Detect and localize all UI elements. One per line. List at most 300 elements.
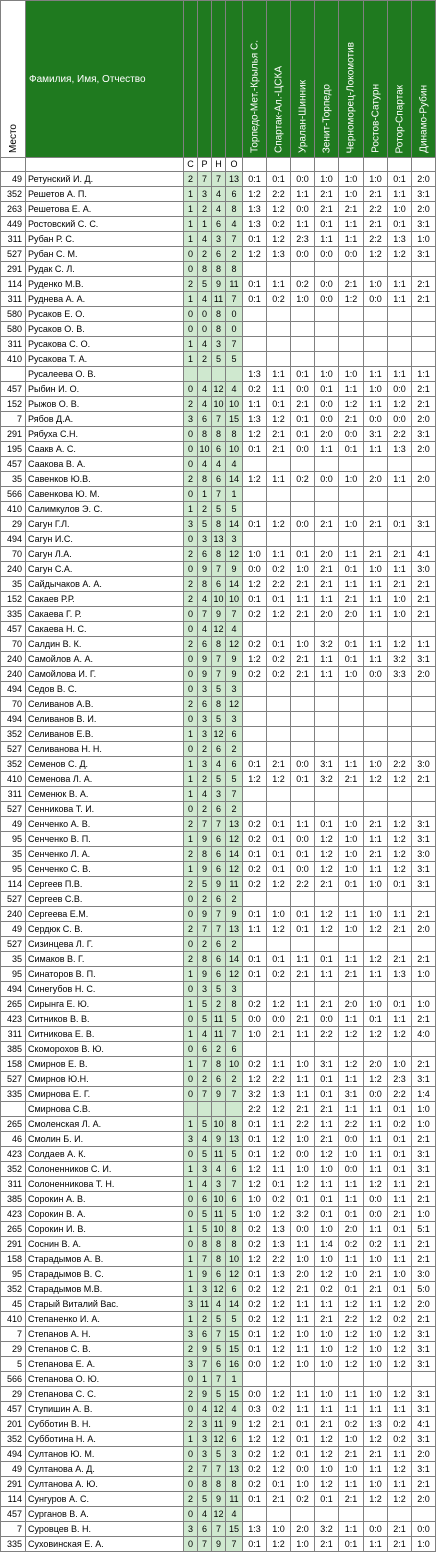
stat-cell: 8 (226, 262, 243, 277)
prediction-cell (412, 457, 436, 472)
prediction-cell (243, 307, 267, 322)
prediction-cell: 2:1 (364, 817, 388, 832)
stat-cell: 11 (212, 1207, 226, 1222)
name-cell: Сакаева Н. С. (26, 622, 184, 637)
prediction-cell: 2:1 (315, 1312, 339, 1327)
prediction-cell (364, 892, 388, 907)
stat-cell: 2 (226, 802, 243, 817)
prediction-cell: 1:2 (267, 1537, 291, 1552)
stat-cell: 12 (226, 697, 243, 712)
prediction-cell (243, 502, 267, 517)
prediction-cell (315, 1507, 339, 1522)
place-cell (1, 367, 26, 382)
stat-cell: 14 (226, 517, 243, 532)
prediction-cell: 1:1 (291, 1237, 315, 1252)
stat-cell: 8 (198, 577, 212, 592)
prediction-cell: 1:2 (388, 637, 412, 652)
prediction-cell: 1:4 (412, 1087, 436, 1102)
place-cell: 265 (1, 997, 26, 1012)
prediction-cell: 3:0 (412, 757, 436, 772)
table-row (1, 1027, 436, 1042)
prediction-cell (291, 502, 315, 517)
match-header: Динамо-Рубин (412, 1, 436, 158)
name-cell: Степанов А. Н. (26, 1327, 184, 1342)
stat-cell: 12 (212, 1282, 226, 1297)
stat-cell: 4 (198, 1177, 212, 1192)
prediction-cell: 1:2 (388, 847, 412, 862)
prediction-cell: 1:2 (388, 772, 412, 787)
stat-cell: 8 (226, 202, 243, 217)
prediction-cell: 2:1 (412, 397, 436, 412)
prediction-cell: 1:1 (339, 1192, 364, 1207)
prediction-cell: 0:0 (339, 1132, 364, 1147)
stat-cell: 6 (198, 547, 212, 562)
prediction-cell: 1:0 (291, 637, 315, 652)
name-cell: Степанов С. В. (26, 1342, 184, 1357)
place-cell: 494 (1, 712, 26, 727)
prediction-cell (364, 712, 388, 727)
stat-cell: 9 (212, 1087, 226, 1102)
prediction-cell (243, 727, 267, 742)
prediction-cell: 0:2 (243, 1477, 267, 1492)
stat-cell: 5 (226, 502, 243, 517)
prediction-cell (267, 697, 291, 712)
prediction-cell: 0:1 (267, 847, 291, 862)
prediction-cell: 1:1 (267, 382, 291, 397)
prediction-cell: 1:0 (364, 1252, 388, 1267)
prediction-cell: 0:2 (243, 862, 267, 877)
prediction-cell: 0:0 (388, 382, 412, 397)
prediction-cell (388, 352, 412, 367)
stat-cell: 10 (226, 592, 243, 607)
prediction-cell (315, 322, 339, 337)
prediction-cell (339, 322, 364, 337)
stat-cell: 5 (212, 1342, 226, 1357)
prediction-cell: 2:1 (388, 922, 412, 937)
stat-cell: 10 (212, 1222, 226, 1237)
stat-cell: 9 (198, 652, 212, 667)
prediction-cell: 1:0 (315, 1342, 339, 1357)
prediction-cell (388, 622, 412, 637)
prediction-cell: 0:1 (291, 907, 315, 922)
prediction-cell (315, 337, 339, 352)
prediction-cell: 2:1 (315, 187, 339, 202)
stat-header-space (212, 1, 226, 158)
name-cell: Сенникова Т. И. (26, 802, 184, 817)
stat-cell: 2 (198, 247, 212, 262)
prediction-cell: 0:0 (364, 412, 388, 427)
stat-label: С (184, 158, 198, 172)
prediction-cell: 4:1 (412, 1417, 436, 1432)
prediction-cell: 1:1 (339, 1402, 364, 1417)
prediction-cell (291, 892, 315, 907)
prediction-cell (412, 262, 436, 277)
stat-label: Н (212, 158, 226, 172)
stat-cell: 5 (212, 1447, 226, 1462)
place-cell: 449 (1, 217, 26, 232)
prediction-cell: 0:1 (339, 637, 364, 652)
table-row (1, 1222, 436, 1237)
stat-cell: 8 (212, 697, 226, 712)
stat-cell: 0 (184, 247, 198, 262)
stat-cell: 9 (212, 607, 226, 622)
prediction-cell: 0:1 (339, 1282, 364, 1297)
stat-cell: 3 (184, 1522, 198, 1537)
stat-cell: 4 (198, 592, 212, 607)
stat-cell: 6 (212, 847, 226, 862)
stat-cell: 0 (184, 442, 198, 457)
table-row (1, 1117, 436, 1132)
stat-cell: 2 (198, 502, 212, 517)
stat-cell: 12 (226, 547, 243, 562)
stat-cell: 1 (184, 787, 198, 802)
prediction-cell: 1:1 (364, 1162, 388, 1177)
prediction-cell: 0:1 (243, 967, 267, 982)
name-cell: Смирнов Ю.Н. (26, 1072, 184, 1087)
prediction-cell: 1:0 (243, 1192, 267, 1207)
prediction-cell: 1:2 (339, 1027, 364, 1042)
table-row (1, 967, 436, 982)
name-cell: Синегубов Н. С. (26, 982, 184, 997)
table-row (1, 667, 436, 682)
prediction-cell: 1:1 (315, 667, 339, 682)
match-header: Торпедо-Мет.-Крылья С. (243, 1, 267, 158)
stat-cell: 0 (184, 532, 198, 547)
prediction-cell: 0:0 (291, 442, 315, 457)
place-cell: 527 (1, 1072, 26, 1087)
prediction-cell (291, 1372, 315, 1387)
prediction-cell (243, 742, 267, 757)
prediction-cell: 0:1 (388, 997, 412, 1012)
prediction-cell: 0:2 (388, 1312, 412, 1327)
table-row (1, 577, 436, 592)
table-row (1, 517, 436, 532)
prediction-cell: 0:0 (291, 757, 315, 772)
table-row (1, 172, 436, 187)
place-cell: 335 (1, 1537, 26, 1552)
place-cell: 410 (1, 1312, 26, 1327)
table-row (1, 607, 436, 622)
prediction-cell: 0:0 (315, 397, 339, 412)
table-row (1, 427, 436, 442)
stat-cell: 5 (198, 1222, 212, 1237)
stat-cell: 0 (184, 1042, 198, 1057)
name-cell: Русаков О. В. (26, 322, 184, 337)
stat-cell: 9 (198, 1387, 212, 1402)
prediction-cell: 1:0 (412, 1102, 436, 1117)
prediction-cell (364, 697, 388, 712)
place-cell: 566 (1, 1372, 26, 1387)
prediction-cell: 2:0 (315, 607, 339, 622)
prediction-cell: 3:2 (315, 637, 339, 652)
prediction-cell (388, 727, 412, 742)
prediction-cell: 0:1 (291, 547, 315, 562)
prediction-cell: 1:1 (364, 397, 388, 412)
prediction-cell: 1:2 (364, 922, 388, 937)
stat-cell: 6 (212, 862, 226, 877)
stat-cell: 6 (212, 967, 226, 982)
stat-cell: 8 (198, 262, 212, 277)
prediction-cell: 0:2 (243, 1462, 267, 1477)
table-row (1, 187, 436, 202)
prediction-cell (339, 457, 364, 472)
prediction-cell: 0:1 (267, 172, 291, 187)
stat-cell: 1 (184, 1432, 198, 1447)
prediction-cell: 2:2 (339, 1117, 364, 1132)
stat-cell: 8 (226, 427, 243, 442)
prediction-cell: 0:1 (388, 172, 412, 187)
stat-cell: 7 (198, 817, 212, 832)
prediction-cell: 0:1 (267, 1477, 291, 1492)
prediction-cell (388, 697, 412, 712)
place-cell: 95 (1, 832, 26, 847)
stat-cell: 6 (212, 1072, 226, 1087)
prediction-cell: 2:1 (412, 577, 436, 592)
table-row (1, 502, 436, 517)
prediction-cell: 0:1 (267, 637, 291, 652)
table-row (1, 1237, 436, 1252)
stat-cell: 2 (184, 1342, 198, 1357)
prediction-cell: 0:1 (267, 862, 291, 877)
stat-cell: 7 (212, 1372, 226, 1387)
stat-cell: 4 (212, 1162, 226, 1177)
table-row (1, 682, 436, 697)
stat-cell: 2 (184, 1417, 198, 1432)
prediction-cell: 2:1 (412, 772, 436, 787)
prediction-cell: 1:2 (388, 817, 412, 832)
stat-cell: 1 (184, 1162, 198, 1177)
stat-cell: 5 (198, 1492, 212, 1507)
stat-cell: 1 (184, 187, 198, 202)
prediction-cell: 2:1 (291, 397, 315, 412)
prediction-cell: 1:2 (243, 1417, 267, 1432)
prediction-cell: 1:0 (364, 997, 388, 1012)
prediction-cell: 1:0 (339, 862, 364, 877)
prediction-cell: 2:0 (364, 1057, 388, 1072)
place-cell: 527 (1, 742, 26, 757)
name-cell: Ситников В. В. (26, 1012, 184, 1027)
stat-cell: 0 (184, 1087, 198, 1102)
stat-cell: 10 (226, 397, 243, 412)
prediction-cell: 0:0 (291, 1147, 315, 1162)
stat-cell: 12 (212, 622, 226, 637)
prediction-cell: 3:1 (412, 1357, 436, 1372)
prediction-cell: 1:0 (364, 907, 388, 922)
prediction-cell (267, 457, 291, 472)
stat-cell: 9 (226, 562, 243, 577)
stat-cell: 15 (226, 1387, 243, 1402)
stat-cell: 3 (198, 1447, 212, 1462)
prediction-cell: 0:2 (243, 832, 267, 847)
stat-cell: 1 (184, 352, 198, 367)
prediction-cell: 2:2 (339, 1312, 364, 1327)
prediction-cell (412, 1507, 436, 1522)
prediction-cell: 0:0 (315, 412, 339, 427)
prediction-cell (388, 532, 412, 547)
table-row (1, 1012, 436, 1027)
prediction-cell (339, 712, 364, 727)
prediction-cell: 2:1 (291, 967, 315, 982)
prediction-cell: 0:1 (388, 1102, 412, 1117)
stat-cell: 9 (212, 1132, 226, 1147)
prediction-cell: 1:1 (388, 292, 412, 307)
stat-cell: 12 (212, 1432, 226, 1447)
table-row (1, 412, 436, 427)
prediction-cell: 2:2 (291, 1117, 315, 1132)
stat-cell: 6 (212, 442, 226, 457)
stat-cell: 11 (198, 1297, 212, 1312)
stat-cell: 3 (198, 1162, 212, 1177)
stat-cell: 5 (226, 352, 243, 367)
prediction-cell: 0:0 (339, 247, 364, 262)
prediction-cell: 0:2 (267, 652, 291, 667)
name-cell: Сергеев С.В. (26, 892, 184, 907)
table-row (1, 367, 436, 382)
prediction-cell: 0:2 (388, 1417, 412, 1432)
prediction-cell (267, 1507, 291, 1522)
stat-cell: 0 (184, 262, 198, 277)
place-cell: 494 (1, 682, 26, 697)
stat-cell: 0 (226, 307, 243, 322)
stat-cell: 2 (198, 802, 212, 817)
stat-cell: 1 (184, 1027, 198, 1042)
stat-cell: 1 (184, 1057, 198, 1072)
stat-cell: 6 (226, 1042, 243, 1057)
prediction-cell: 2:1 (315, 202, 339, 217)
stat-cell: 2 (184, 277, 198, 292)
stat-cell: 8 (226, 1237, 243, 1252)
stat-cell: 6 (212, 247, 226, 262)
prediction-cell: 2:1 (291, 1282, 315, 1297)
stat-cell: 8 (198, 472, 212, 487)
stat-cell: 7 (226, 1177, 243, 1192)
prediction-cell: 1:2 (267, 772, 291, 787)
prediction-cell (364, 1507, 388, 1522)
stat-cell: 12 (226, 862, 243, 877)
prediction-cell: 0:0 (267, 1012, 291, 1027)
prediction-cell: 2:2 (315, 1027, 339, 1042)
stat-cell (184, 367, 198, 382)
prediction-cell: 0:2 (243, 1297, 267, 1312)
stat-cell: 3 (198, 757, 212, 772)
name-cell: Сакаева Г. Р. (26, 607, 184, 622)
stat-label: Р (198, 158, 212, 172)
prediction-cell (243, 787, 267, 802)
stat-cell: 5 (212, 982, 226, 997)
place-cell: 158 (1, 1252, 26, 1267)
prediction-cell: 3:2 (243, 1087, 267, 1102)
stat-cell: 2 (226, 937, 243, 952)
prediction-cell: 1:1 (388, 1237, 412, 1252)
prediction-cell: 1:0 (339, 172, 364, 187)
prediction-cell: 2:0 (412, 202, 436, 217)
prediction-cell (267, 802, 291, 817)
prediction-cell: 2:1 (339, 1492, 364, 1507)
name-cell: Сорокин В. А. (26, 1207, 184, 1222)
prediction-cell: 1:2 (243, 472, 267, 487)
stat-cell: 0 (184, 1507, 198, 1522)
place-cell: 114 (1, 277, 26, 292)
match-header: Спартак-Ал.-ЦСКА (267, 1, 291, 158)
prediction-cell: 1:2 (315, 862, 339, 877)
place-cell: 263 (1, 202, 26, 217)
prediction-cell (339, 502, 364, 517)
prediction-cell (339, 697, 364, 712)
prediction-cell: 0:1 (291, 412, 315, 427)
prediction-cell: 1:1 (339, 232, 364, 247)
place-cell: 291 (1, 427, 26, 442)
prediction-cell (315, 487, 339, 502)
prediction-cell (388, 322, 412, 337)
stat-cell: 9 (212, 1537, 226, 1552)
prediction-cell: 0:2 (243, 1447, 267, 1462)
stat-cell: 4 (198, 1027, 212, 1042)
stat-cell: 0 (184, 607, 198, 622)
table-row (1, 562, 436, 577)
prediction-cell: 1:0 (291, 1357, 315, 1372)
stat-cell: 3 (198, 982, 212, 997)
prediction-cell (291, 982, 315, 997)
stat-cell: 4 (198, 397, 212, 412)
match-header: Уралан-Шинник (291, 1, 315, 158)
stat-cell: 8 (226, 1117, 243, 1132)
prediction-cell: 2:3 (291, 232, 315, 247)
prediction-cell: 2:1 (364, 1447, 388, 1462)
stat-cell: 10 (226, 1252, 243, 1267)
prediction-cell: 0:1 (315, 952, 339, 967)
prediction-cell: 0:0 (339, 1162, 364, 1177)
prediction-cell: 0:1 (243, 232, 267, 247)
table-row (1, 1147, 436, 1162)
prediction-cell: 1:2 (267, 1327, 291, 1342)
prediction-cell: 1:3 (243, 217, 267, 232)
place-cell: 7 (1, 1522, 26, 1537)
prediction-cell: 2:1 (412, 1252, 436, 1267)
prediction-cell: 0:1 (315, 1087, 339, 1102)
prediction-cell: 2:0 (412, 922, 436, 937)
stat-cell: 6 (198, 1042, 212, 1057)
prediction-cell: 0:2 (339, 1237, 364, 1252)
table-row (1, 457, 436, 472)
prediction-cell: 3:0 (412, 562, 436, 577)
prediction-cell: 2:1 (291, 577, 315, 592)
prediction-cell: 0:0 (291, 172, 315, 187)
stat-cell: 8 (212, 427, 226, 442)
stat-cell: 4 (226, 622, 243, 637)
prediction-cell: 3:1 (412, 1432, 436, 1447)
name-cell: Старадымов А. В. (26, 1252, 184, 1267)
prediction-cell: 1:1 (291, 1312, 315, 1327)
stat-cell: 1 (184, 1267, 198, 1282)
prediction-cell: 1:0 (291, 562, 315, 577)
stat-cell: 6 (212, 742, 226, 757)
stat-cell: 4 (212, 187, 226, 202)
prediction-cell: 1:1 (339, 757, 364, 772)
prediction-cell: 1:2 (267, 1387, 291, 1402)
stat-cell: 4 (198, 382, 212, 397)
prediction-cell (412, 307, 436, 322)
table-row (1, 442, 436, 457)
prediction-cell: 1:2 (267, 922, 291, 937)
table-row (1, 1522, 436, 1537)
stat-cell: 0 (184, 427, 198, 442)
stat-cell: 0 (198, 307, 212, 322)
place-cell: 70 (1, 547, 26, 562)
prediction-cell: 2:1 (364, 517, 388, 532)
prediction-cell (243, 697, 267, 712)
place-cell: 152 (1, 397, 26, 412)
prediction-cell: 1:2 (267, 1462, 291, 1477)
